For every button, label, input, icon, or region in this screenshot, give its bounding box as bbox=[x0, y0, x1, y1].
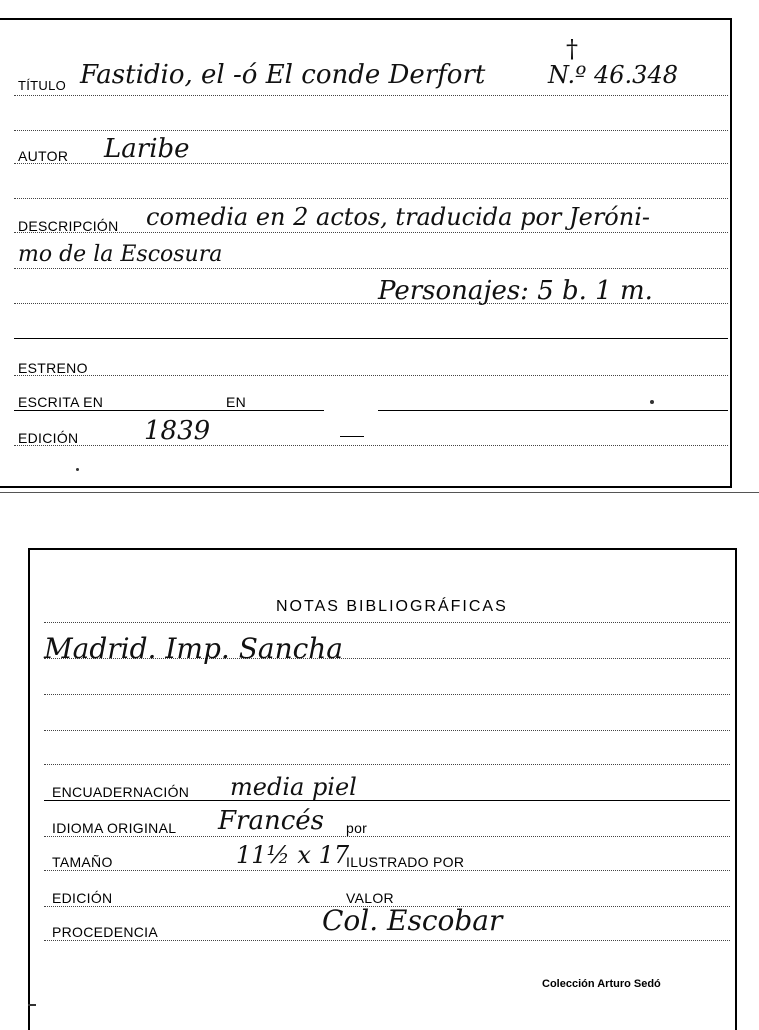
pencil-mark bbox=[340, 436, 364, 437]
personajes-value: Personajes: 5 b. 1 m. bbox=[378, 276, 653, 306]
rule-line bbox=[44, 940, 730, 941]
estreno-label: ESTRENO bbox=[18, 360, 88, 376]
encuadernacion-value: media piel bbox=[230, 773, 357, 801]
coleccion-footer: Colección Arturo Sedó bbox=[542, 978, 661, 990]
rule-line bbox=[14, 95, 728, 96]
procedencia-label: PROCEDENCIA bbox=[52, 924, 158, 940]
descripcion-line1: comedia en 2 actos, traducida por Jeróni- bbox=[146, 203, 650, 231]
card-separator bbox=[0, 492, 759, 493]
rule-line bbox=[44, 836, 730, 837]
rule-line bbox=[44, 870, 730, 871]
notas-value: Madrid. Imp. Sancha bbox=[44, 632, 344, 665]
rule-line bbox=[14, 130, 728, 131]
autor-value: Laribe bbox=[104, 134, 190, 164]
ilustrado-label: ILUSTRADO POR bbox=[346, 854, 465, 870]
encuadernacion-label: ENCUADERNACIÓN bbox=[52, 784, 190, 800]
procedencia-value: Col. Escobar bbox=[322, 904, 503, 937]
rule-line bbox=[14, 198, 728, 199]
rule-line bbox=[44, 800, 730, 801]
descripcion-label: DESCRIPCIÓN bbox=[18, 218, 119, 234]
descripcion-line2: mo de la Escosura bbox=[18, 242, 223, 267]
rule-line bbox=[14, 268, 728, 269]
rule-line bbox=[14, 338, 728, 339]
edicion-label-bottom: EDICIÓN bbox=[52, 890, 113, 906]
idioma-label: IDIOMA ORIGINAL bbox=[52, 820, 177, 836]
autor-label: AUTOR bbox=[18, 148, 69, 164]
numero-value: N.º 46.348 bbox=[548, 61, 678, 89]
tamano-label: TAMAÑO bbox=[52, 854, 113, 870]
ink-speck bbox=[650, 400, 654, 404]
rule-line bbox=[14, 232, 728, 233]
edicion-label: EDICIÓN bbox=[18, 430, 79, 446]
idioma-value: Francés bbox=[218, 806, 325, 836]
rule-line bbox=[44, 730, 730, 731]
ink-speck bbox=[76, 468, 79, 471]
en-label: EN bbox=[226, 394, 247, 410]
rule-line bbox=[14, 375, 728, 376]
valor-label: VALOR bbox=[346, 890, 394, 906]
notas-heading: NOTAS BIBLIOGRÁFICAS bbox=[276, 598, 508, 615]
por-label: por bbox=[346, 820, 368, 836]
cross-mark: † bbox=[566, 35, 578, 63]
titulo-label: TÍTULO bbox=[18, 78, 67, 93]
rule-line bbox=[14, 410, 324, 411]
tamano-value: 11½ x 17 bbox=[236, 841, 350, 869]
escrita-en-label: ESCRITA EN bbox=[18, 394, 104, 410]
rule-line bbox=[14, 445, 728, 446]
rule-line bbox=[44, 622, 730, 623]
rule-line bbox=[44, 694, 730, 695]
ink-speck bbox=[28, 1004, 36, 1006]
titulo-value: Fastidio, el -ó El conde Derfort bbox=[80, 60, 486, 90]
rule-line bbox=[44, 764, 730, 765]
edicion-value: 1839 bbox=[144, 416, 211, 446]
rule-line bbox=[378, 410, 728, 411]
